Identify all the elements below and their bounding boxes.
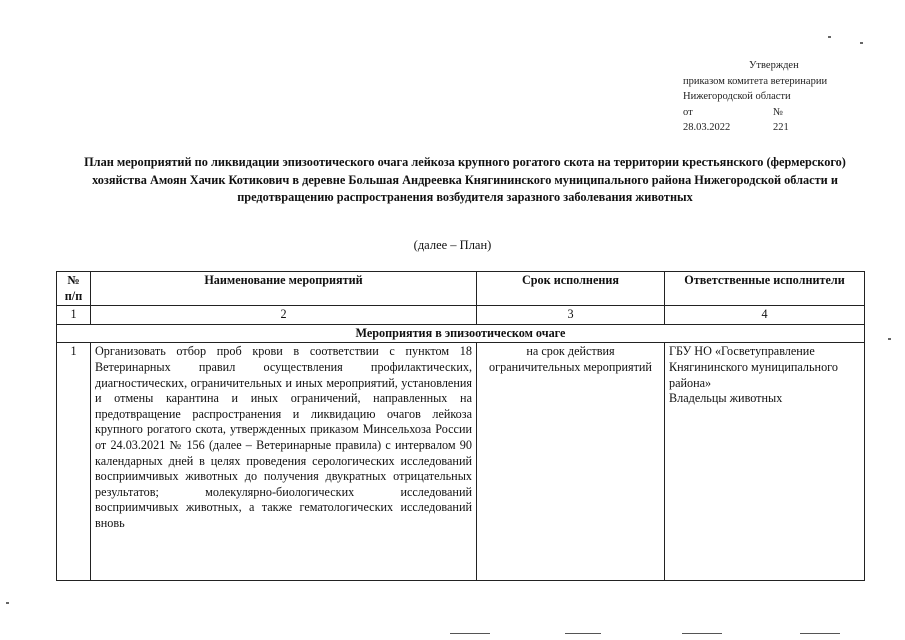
header-row bbox=[57, 272, 865, 306]
approval-line-1: Утвержден bbox=[749, 60, 799, 71]
scan-dot bbox=[860, 42, 863, 44]
header-number: № п/п bbox=[57, 272, 91, 306]
row-term: на срок действия ограничительных мероприятий bbox=[477, 343, 665, 581]
scan-dot bbox=[888, 338, 891, 340]
column-number-1: 1 bbox=[57, 306, 91, 325]
scan-dot bbox=[6, 602, 9, 604]
approval-line-2: приказом комитета ветеринарии bbox=[683, 75, 828, 87]
scan-line bbox=[565, 633, 601, 634]
header-responsible: Ответственные исполнители bbox=[665, 272, 865, 306]
column-number-3: 3 bbox=[477, 306, 665, 325]
approval-stamp bbox=[683, 58, 883, 136]
approval-number: 221 bbox=[773, 122, 789, 133]
approval-from-label: от bbox=[683, 106, 693, 118]
scan-line bbox=[450, 633, 490, 634]
approval-number-label: № bbox=[773, 106, 784, 118]
section-row bbox=[57, 324, 865, 343]
approval-date: 28.03.2022 bbox=[683, 122, 731, 133]
plan-table bbox=[56, 271, 865, 581]
scan-line bbox=[800, 633, 840, 634]
approval-line-3: Нижегородской области bbox=[683, 91, 791, 102]
row-responsible-1: ГБУ НО «Госветуправление Княгининского муниципального района» bbox=[669, 344, 838, 390]
row-number: 1 bbox=[57, 343, 91, 581]
column-number-4: 4 bbox=[665, 306, 865, 325]
document-subtitle: (далее – План) bbox=[413, 238, 492, 252]
section-heading: Мероприятия в эпизоотическом очаге bbox=[57, 324, 865, 343]
column-number-row bbox=[57, 306, 865, 325]
approval-values bbox=[683, 120, 883, 136]
document-title: План мероприятий по ликвидации эпизоотического очага лейкоза крупного рогатого скота на территории крестьянского (фермерского) хозяйства Амоян Хачик Котикович в деревне Большая Андреевка Княгининского муниципального района Нижегородской области и предотвращению распространения возбудителя заразного заболевания животных bbox=[84, 155, 846, 204]
scan-line bbox=[682, 633, 722, 634]
table-row bbox=[57, 343, 865, 581]
column-number-2: 2 bbox=[91, 306, 477, 325]
row-responsible-2: Владельцы животных bbox=[669, 391, 783, 406]
row-responsible bbox=[665, 343, 865, 581]
approval-labels bbox=[683, 105, 883, 121]
header-name: Наименование мероприятий bbox=[91, 272, 477, 306]
scan-dot bbox=[828, 36, 831, 38]
row-activity-name: Организовать отбор проб крови в соответствии с пунктом 18 Ветеринарных правил осуществления профилактических, диагностических, ограничительных и иных мероприятий, установления и отмены карантина и иных ограничений, направленных на предотвращение распространения и ликвидацию очагов лейкоза крупного рогатого скота, утвержденных приказом Минсельхоза России от 24.03.2021 № 156 (далее – Ветеринарные правила) с интервалом 90 календарных дней в целях проведения серологических исследований восприимчивых животных до получения двукратных отрицательных результатов; молекулярно-биологических исследований восприимчивых животных, а также гематологических исследований вновь bbox=[91, 343, 477, 581]
header-term: Срок исполнения bbox=[477, 272, 665, 306]
